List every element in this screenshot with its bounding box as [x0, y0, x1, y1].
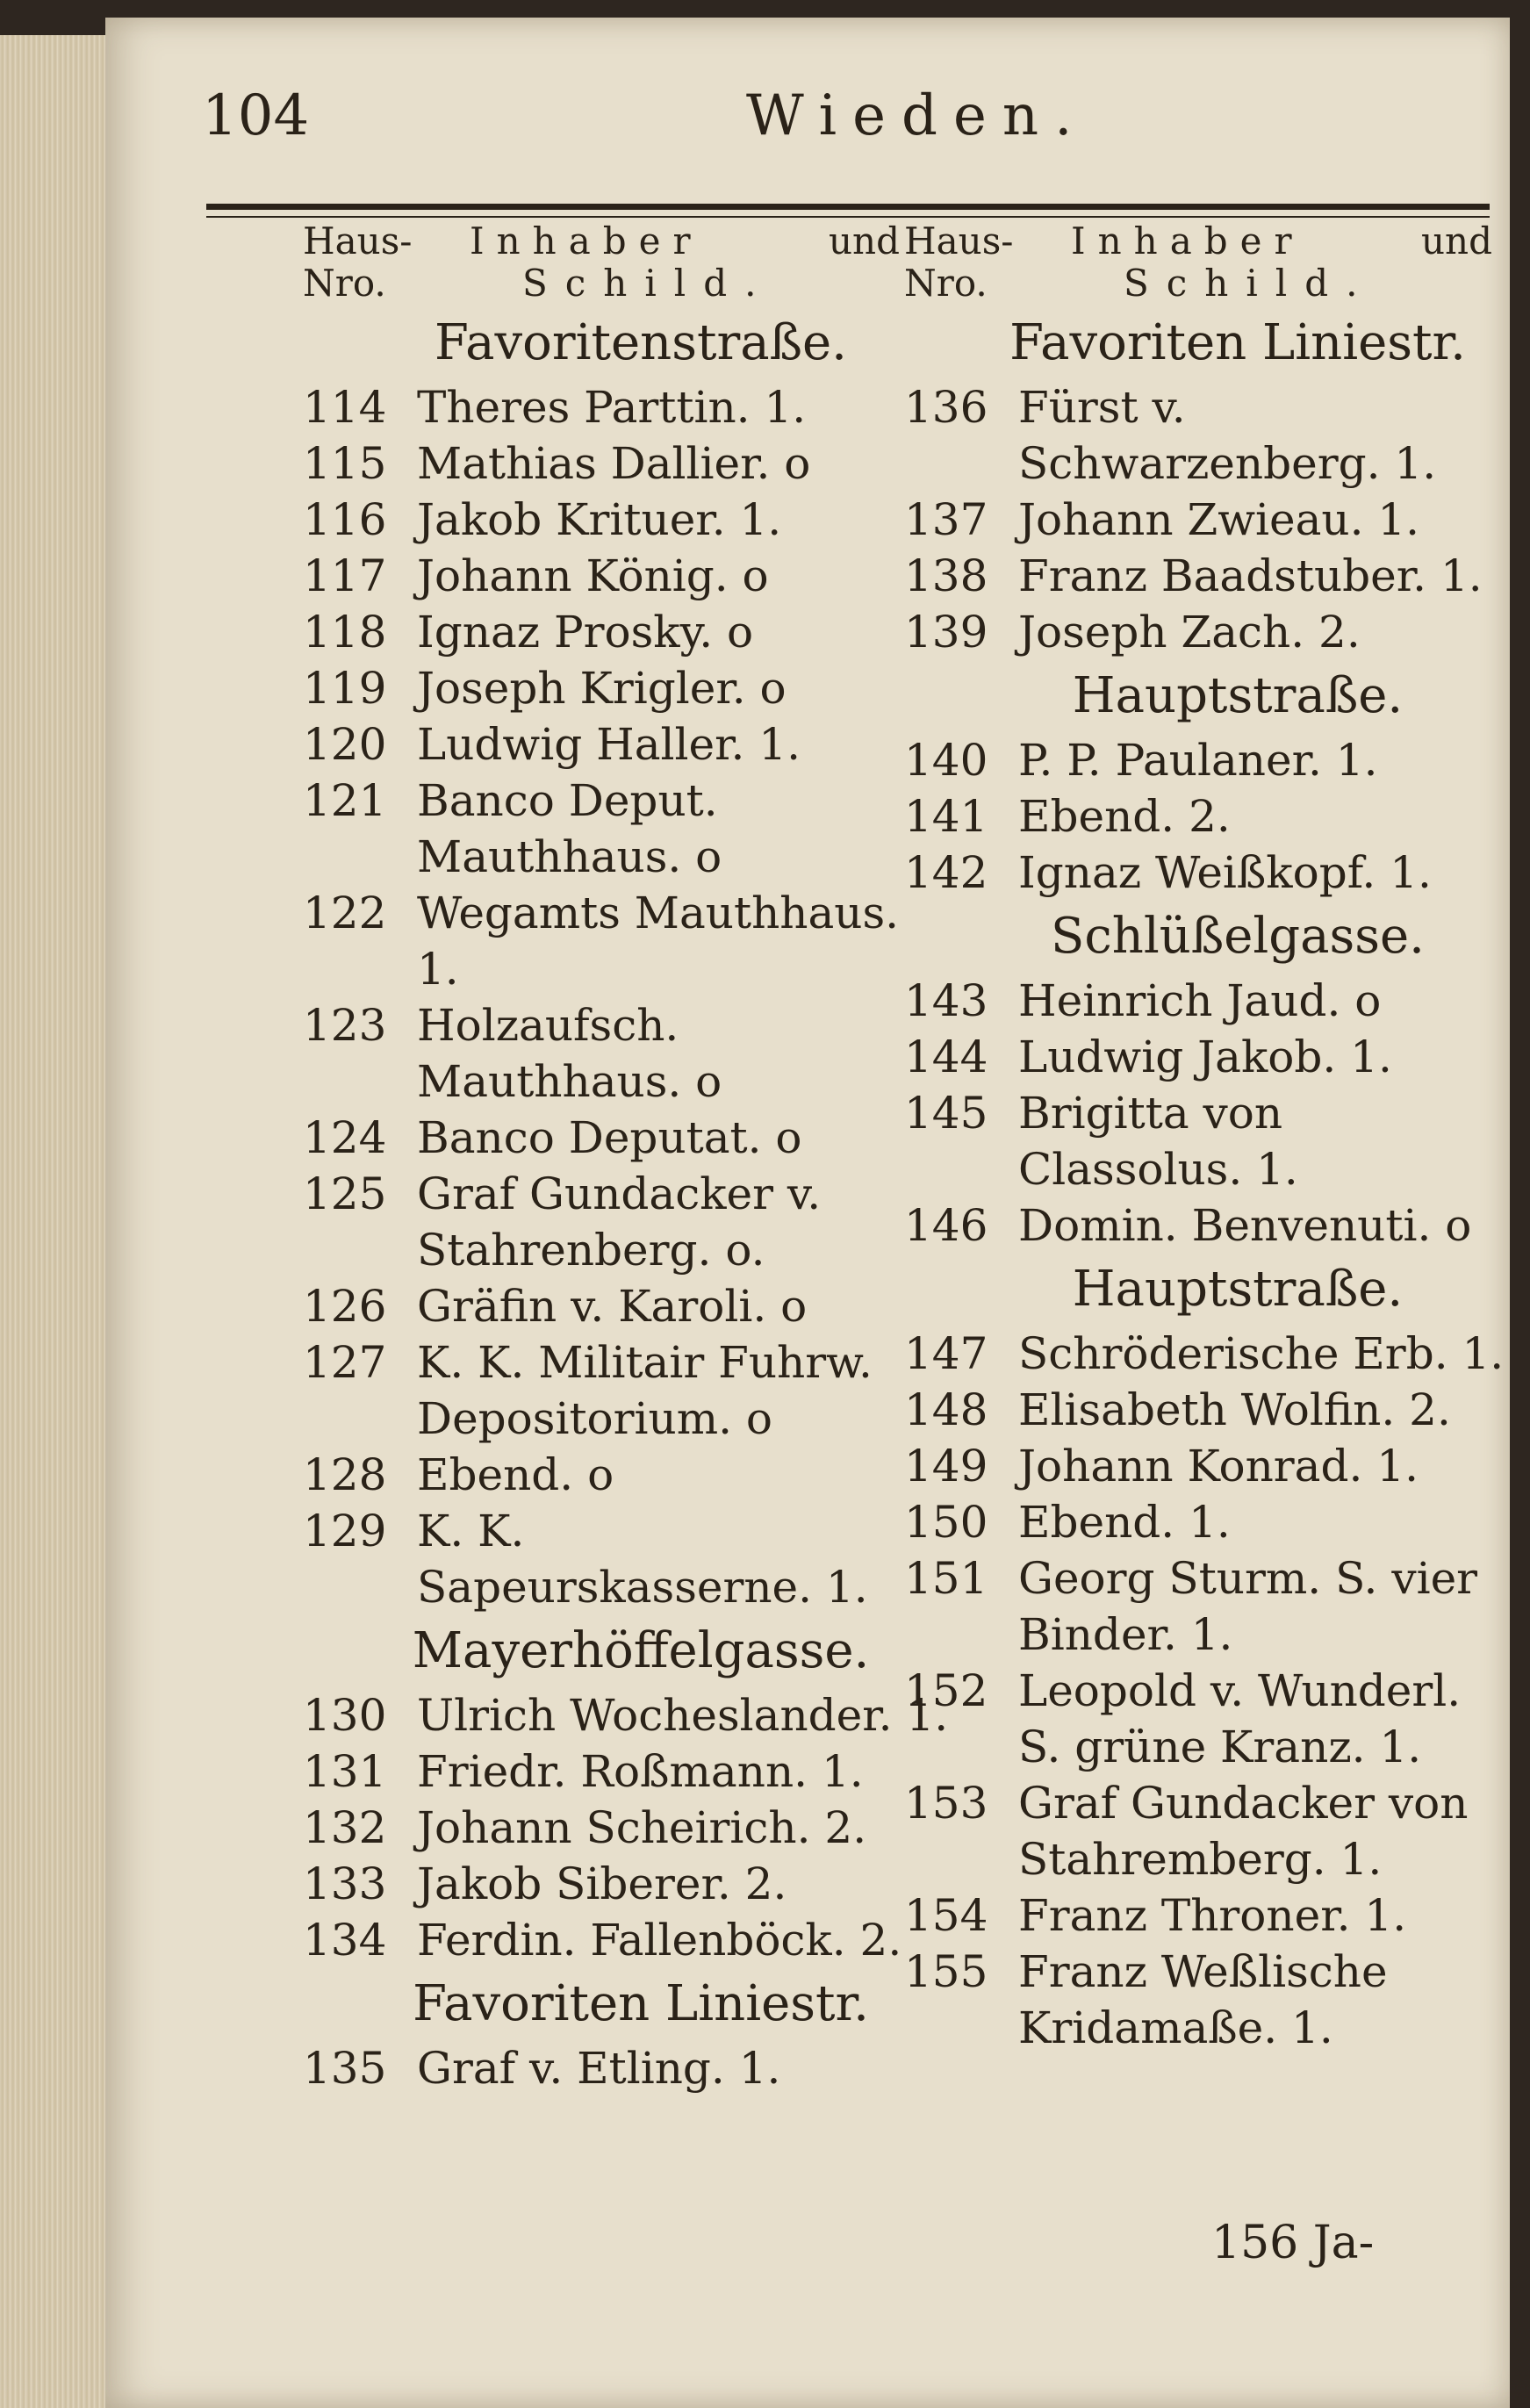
running-head — [202, 83, 1492, 162]
house-number: 130 — [303, 1690, 387, 1741]
house-number: 138 — [904, 550, 988, 601]
owner-name: Jakob Siberer. 2. — [417, 1858, 787, 1909]
page-title: Wieden. — [746, 83, 1088, 148]
catchword: 156 Ja- — [1211, 2217, 1375, 2269]
house-number: 137 — [904, 494, 988, 545]
house-entry — [904, 379, 1492, 492]
house-number: 114 — [303, 382, 387, 433]
owner-name: Mathias Dallier. o — [417, 438, 811, 489]
owner-name: Graf v. Etling. 1. — [417, 2043, 781, 2094]
owner-name: Domin. Benvenuti. o — [1018, 1200, 1472, 1251]
house-number: 128 — [303, 1449, 387, 1500]
house-entry — [303, 604, 900, 660]
owner-name: Johann Zwieau. 1. — [1018, 494, 1420, 545]
house-entry — [303, 1687, 949, 1743]
house-number: 122 — [303, 888, 387, 938]
page-edge — [0, 35, 105, 2408]
house-number: 117 — [303, 550, 387, 601]
house-entry — [904, 1197, 1492, 1254]
house-entry — [904, 1887, 1492, 1944]
owner-name: Theres Parttin. 1. — [417, 382, 807, 433]
house-entry — [904, 604, 1492, 660]
owner-name: Heinrich Jaud. o — [1018, 975, 1382, 1026]
house-number: 149 — [904, 1441, 988, 1492]
house-entry — [303, 548, 900, 604]
house-number: 135 — [303, 2043, 387, 2094]
house-entry — [303, 435, 900, 492]
house-entry — [904, 1944, 1492, 2056]
owner-name: Franz Weßlische Kridamaße. 1. — [1018, 1946, 1388, 2053]
col-head-und: und — [829, 219, 900, 262]
house-number: 126 — [303, 1281, 387, 1332]
house-number: 140 — [904, 735, 988, 786]
house-entry — [904, 845, 1492, 901]
house-entry — [303, 716, 900, 773]
house-number: 151 — [904, 1553, 988, 1604]
house-number: 153 — [904, 1778, 988, 1829]
house-number: 143 — [904, 975, 988, 1026]
col-head-und: und — [1421, 219, 1492, 262]
house-entry — [904, 1438, 1492, 1494]
owner-name: Ebend. 1. — [1018, 1497, 1231, 1548]
house-number: 127 — [303, 1337, 387, 1388]
owner-name: Gräfin v. Karoli. o — [417, 1281, 808, 1332]
street-heading: Favoritenstraße. — [435, 314, 847, 371]
house-number: 148 — [904, 1384, 988, 1435]
house-number: 116 — [303, 494, 387, 545]
house-number: 131 — [303, 1746, 387, 1797]
owner-name: Brigitta von Classolus. 1. — [1018, 1088, 1298, 1195]
house-number: 145 — [904, 1088, 988, 1139]
street-heading: Hauptstraße. — [1072, 1261, 1404, 1318]
house-entry — [303, 1334, 900, 1447]
house-entry — [904, 973, 1492, 1029]
street-heading: Hauptstraße. — [1072, 667, 1404, 724]
col-head-schild: Schild. — [522, 262, 774, 305]
house-number: 152 — [904, 1665, 988, 1716]
house-number: 155 — [904, 1946, 988, 1997]
owner-name: Elisabeth Wolfin. 2. — [1018, 1384, 1451, 1435]
column-header — [303, 219, 900, 307]
column-header — [904, 219, 1492, 307]
col-head-haus: Haus- — [904, 219, 1014, 262]
owner-name: Ferdin. Fallenböck. 2. — [417, 1915, 902, 1966]
owner-name: Leopold v. Wunderl. S. grüne Kranz. 1. — [1018, 1665, 1462, 1772]
owner-name: K. K. Militair Fuhrw. Depositorium. o — [417, 1337, 873, 1444]
owner-name: Ebend. o — [417, 1449, 614, 1500]
house-number: 154 — [904, 1890, 988, 1941]
house-entry — [303, 997, 900, 1110]
owner-name: Banco Deput. Mauthhaus. o — [417, 775, 722, 882]
col-head-nro: Nro. — [904, 262, 988, 305]
owner-name: Johann König. o — [417, 550, 769, 601]
owner-name: Franz Baadstuber. 1. — [1018, 550, 1483, 601]
owner-name: Ebend. 2. — [1018, 791, 1231, 842]
house-number: 141 — [904, 791, 988, 842]
owner-name: Schröderische Erb. 1. — [1018, 1328, 1505, 1379]
house-number: 136 — [904, 382, 988, 433]
house-number: 147 — [904, 1328, 988, 1379]
col-head-nro: Nro. — [303, 262, 386, 305]
house-number: 133 — [303, 1858, 387, 1909]
owner-name: Graf Gundacker v. Stahrenberg. o. — [417, 1168, 822, 1276]
house-entry — [303, 1856, 900, 1912]
owner-name: Graf Gundacker von Stahremberg. 1. — [1018, 1778, 1469, 1885]
owner-name: P. P. Paulaner. 1. — [1018, 735, 1378, 786]
owner-name: Ignaz Weißkopf. 1. — [1018, 847, 1432, 898]
col-head-schild: Schild. — [1124, 262, 1376, 305]
house-entry — [303, 1278, 900, 1334]
col-head-inhaber: Inhaber — [470, 219, 703, 262]
house-number: 119 — [303, 663, 387, 714]
house-entry — [904, 1550, 1492, 1663]
owner-name: Friedr. Roßmann. 1. — [417, 1746, 864, 1797]
house-entry — [303, 379, 900, 435]
house-number: 123 — [303, 1000, 387, 1051]
owner-name: Fürst v. Schwarzenberg. 1. — [1018, 382, 1437, 489]
house-entry — [904, 1775, 1492, 1887]
house-entry — [904, 732, 1492, 788]
house-entry — [904, 1382, 1492, 1438]
owner-name: Franz Throner. 1. — [1018, 1890, 1407, 1941]
street-heading: Favoriten Liniestr. — [1009, 314, 1466, 371]
house-number: 132 — [303, 1802, 387, 1853]
owner-name: Georg Sturm. S. vier Binder. 1. — [1018, 1553, 1478, 1660]
house-entry — [303, 1912, 900, 1968]
house-entry — [303, 1800, 900, 1856]
house-entry — [303, 1743, 900, 1800]
house-entry — [303, 1166, 900, 1278]
owner-name: Holzaufsch. Mauthhaus. o — [417, 1000, 722, 1107]
house-entry — [904, 1494, 1492, 1550]
owner-name: Jakob Krituer. 1. — [417, 494, 782, 545]
house-entry — [904, 1663, 1492, 1775]
owner-name: Ludwig Haller. 1. — [417, 719, 801, 770]
house-entry — [303, 660, 900, 716]
street-heading: Favoriten Liniestr. — [413, 1975, 869, 2032]
house-number: 118 — [303, 607, 387, 658]
house-entry — [904, 788, 1492, 845]
house-entry — [303, 1503, 900, 1615]
owner-name: Ludwig Jakob. 1. — [1018, 1031, 1392, 1082]
house-entry — [904, 1326, 1505, 1382]
house-entry — [904, 1029, 1492, 1085]
house-entry — [303, 492, 900, 548]
house-entry — [303, 1447, 900, 1503]
house-number: 142 — [904, 847, 988, 898]
house-number: 124 — [303, 1112, 387, 1163]
owner-name: Ignaz Prosky. o — [417, 607, 754, 658]
house-entry — [303, 1110, 900, 1166]
house-entry — [303, 885, 900, 997]
owner-name: Ulrich Wocheslander. 1. — [417, 1690, 949, 1741]
house-entry — [904, 1085, 1492, 1197]
owner-name: Joseph Zach. 2. — [1018, 607, 1361, 658]
street-heading: Schlüßelgasse. — [1051, 908, 1425, 965]
house-number: 134 — [303, 1915, 387, 1966]
house-number: 146 — [904, 1200, 988, 1251]
house-number: 121 — [303, 775, 387, 826]
owner-name: Johann Scheirich. 2. — [417, 1802, 867, 1853]
owner-name: Wegamts Mauthhaus. 1. — [417, 888, 900, 995]
house-number: 150 — [904, 1497, 988, 1548]
house-number: 125 — [303, 1168, 387, 1219]
house-entry — [303, 773, 900, 885]
house-number: 139 — [904, 607, 988, 658]
owner-name: Joseph Krigler. o — [417, 663, 787, 714]
street-heading: Mayerhöffelgasse. — [412, 1622, 870, 1679]
house-entry — [303, 2040, 900, 2096]
owner-name: Johann Konrad. 1. — [1018, 1441, 1419, 1492]
owner-name: Banco Deputat. o — [417, 1112, 802, 1163]
header-rule — [206, 204, 1490, 210]
header-rule-thin — [206, 216, 1490, 218]
col-head-inhaber: Inhaber — [1071, 219, 1304, 262]
house-number: 144 — [904, 1031, 988, 1082]
page-number: 104 — [202, 83, 310, 148]
house-entry — [904, 548, 1492, 604]
house-number: 129 — [303, 1506, 387, 1556]
right-column — [904, 219, 1505, 2056]
house-entry — [904, 492, 1492, 548]
owner-name: K. K. Sapeurskasserne. 1. — [417, 1506, 868, 1613]
house-number: 120 — [303, 719, 387, 770]
house-number: 115 — [303, 438, 387, 489]
col-head-haus: Haus- — [303, 219, 413, 262]
